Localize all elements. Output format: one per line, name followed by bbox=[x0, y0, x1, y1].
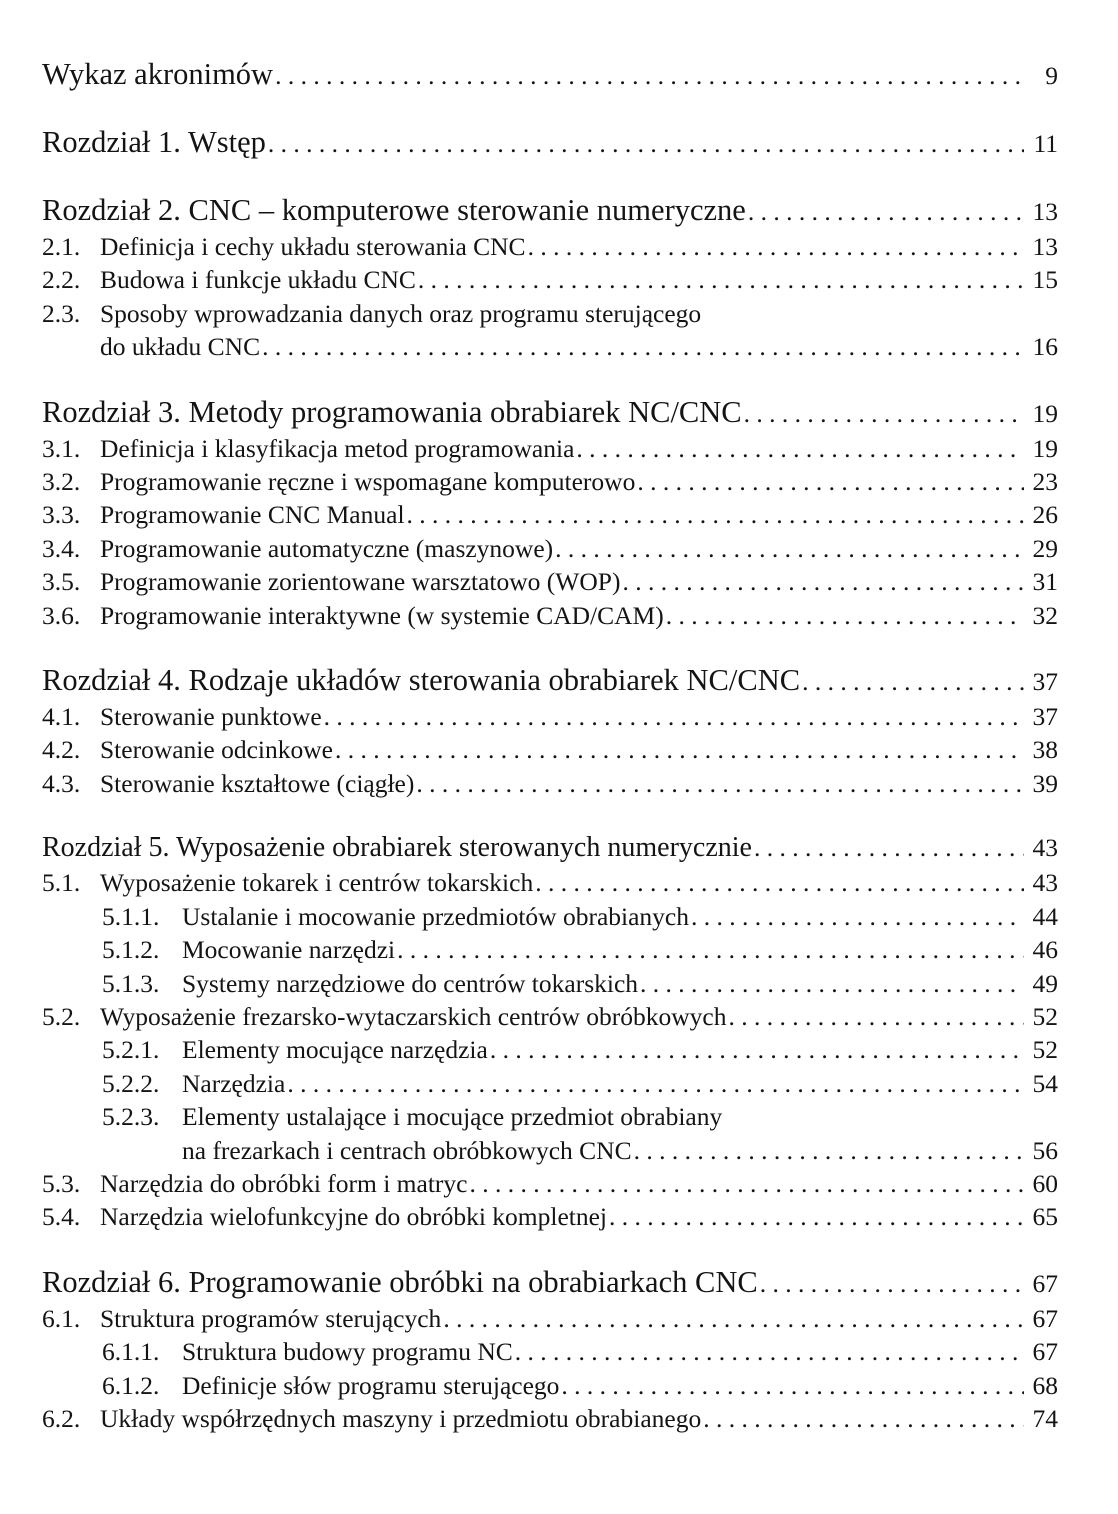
dot-leader bbox=[744, 396, 1024, 432]
page-number: 52 bbox=[1032, 1001, 1058, 1031]
page-number: 23 bbox=[1032, 467, 1058, 497]
section-title: Elementy mocujące narzędzia bbox=[182, 1035, 488, 1065]
toc-chapter-entry[interactable] bbox=[42, 830, 1058, 866]
section-number: 6.1. bbox=[42, 1303, 81, 1333]
section-title: Sterowanie punktowe bbox=[100, 702, 322, 732]
page-number: 49 bbox=[1032, 968, 1058, 998]
toc-section-entry[interactable] bbox=[42, 1033, 1058, 1066]
section-number: 3.6. bbox=[42, 600, 81, 630]
section-title: Sposoby wprowadzania danych oraz programu sterującego bbox=[100, 298, 702, 328]
page-number: 67 bbox=[1032, 1268, 1058, 1298]
dot-leader bbox=[407, 498, 1024, 531]
toc-entry-continuation[interactable] bbox=[42, 1134, 1058, 1167]
dot-leader bbox=[760, 1266, 1024, 1302]
section-number: 2.2. bbox=[42, 265, 81, 295]
toc-section-entry[interactable] bbox=[42, 230, 1058, 263]
section-title: Definicja i klasyfikacja metod programowania bbox=[100, 433, 575, 463]
section-number: 2.1. bbox=[42, 232, 81, 261]
dot-leader bbox=[637, 465, 1024, 498]
section-number: 6.2. bbox=[42, 1403, 81, 1433]
page-number: 15 bbox=[1032, 265, 1058, 295]
page-number: 65 bbox=[1032, 1202, 1058, 1232]
chapter-title: Rozdział 4. Rodzaje układów sterowania obrabiarek NC/CNC bbox=[42, 663, 801, 698]
page-number: 37 bbox=[1032, 667, 1058, 697]
section-title: Programowanie automatyczne (maszynowe) bbox=[100, 533, 554, 563]
toc-section-entry[interactable] bbox=[42, 933, 1058, 966]
section-number: 5.2.3. bbox=[102, 1102, 160, 1132]
toc-section-entry[interactable] bbox=[42, 733, 1058, 766]
page-number: 43 bbox=[1032, 868, 1058, 898]
dot-leader bbox=[609, 1200, 1024, 1233]
page-number: 67 bbox=[1032, 1303, 1058, 1333]
dot-leader bbox=[555, 532, 1024, 565]
section-number: 4.3. bbox=[42, 768, 81, 798]
dot-leader bbox=[418, 263, 1024, 296]
toc-section-entry[interactable] bbox=[42, 1200, 1058, 1233]
section-title: Wyposażenie frezarsko-wytaczarskich centrów obróbkowych bbox=[100, 1001, 727, 1031]
section-number: 6.1.2. bbox=[102, 1370, 160, 1400]
chapter-title: Rozdział 1. Wstęp bbox=[42, 125, 266, 159]
dot-leader bbox=[335, 733, 1024, 766]
dot-leader bbox=[561, 1369, 1024, 1402]
dot-leader bbox=[490, 1033, 1024, 1066]
page-number: 19 bbox=[1032, 433, 1058, 463]
toc-section-entry[interactable] bbox=[42, 1402, 1058, 1435]
toc-chapter-entry[interactable] bbox=[42, 56, 1058, 94]
page-number: 37 bbox=[1032, 702, 1058, 732]
section-title: Definicje słów programu sterującego bbox=[182, 1370, 560, 1400]
toc-section-entry[interactable] bbox=[42, 263, 1058, 296]
section-title: Wyposażenie tokarek i centrów tokarskich bbox=[100, 868, 534, 898]
dot-leader bbox=[469, 1167, 1024, 1200]
dot-leader bbox=[535, 866, 1024, 899]
page-number: 16 bbox=[1032, 332, 1058, 362]
section-number: 5.1.1. bbox=[102, 901, 160, 931]
section-title: Mocowanie narzędzi bbox=[182, 935, 396, 965]
chapter-title: Wykaz akronimów bbox=[42, 57, 274, 91]
section-title-continuation: do układu CNC bbox=[100, 332, 261, 362]
section-title: Budowa i funkcje układu CNC bbox=[100, 265, 416, 295]
page-number: 68 bbox=[1032, 1370, 1058, 1400]
page-number: 52 bbox=[1032, 1035, 1058, 1065]
chapter-title: Rozdział 5. Wyposażenie obrabiarek sterowanych numerycznie bbox=[42, 832, 752, 864]
chapter-title: Rozdział 3. Metody programowania obrabiarek NC/CNC bbox=[42, 394, 742, 429]
dot-leader bbox=[622, 565, 1024, 598]
section-number: 3.1. bbox=[42, 433, 81, 463]
toc-section-entry[interactable] bbox=[42, 1369, 1058, 1402]
section-number: 4.1. bbox=[42, 702, 81, 732]
page-number: 19 bbox=[1032, 398, 1058, 428]
dot-leader bbox=[728, 1000, 1024, 1033]
toc-section-entry[interactable] bbox=[42, 297, 1058, 330]
dot-leader bbox=[576, 432, 1024, 465]
toc-section-entry[interactable] bbox=[42, 967, 1058, 1000]
dot-leader bbox=[324, 700, 1024, 733]
toc-section-entry[interactable] bbox=[42, 900, 1058, 933]
dot-leader bbox=[748, 194, 1024, 230]
section-number: 5.3. bbox=[42, 1168, 81, 1198]
section-title: Programowanie zorientowane warsztatowo (WOP) bbox=[100, 567, 621, 597]
toc-section-entry[interactable] bbox=[42, 498, 1058, 531]
section-title: Systemy narzędziowe do centrów tokarskich bbox=[182, 968, 639, 998]
toc-section-entry[interactable] bbox=[42, 599, 1058, 632]
section-title: Narzędzia do obróbki form i matryc bbox=[100, 1168, 468, 1198]
section-title: Programowanie ręczne i wspomagane komputerowo bbox=[100, 467, 636, 497]
section-number: 3.4. bbox=[42, 533, 81, 563]
toc-section-entry[interactable] bbox=[42, 700, 1058, 733]
section-number: 3.5. bbox=[42, 567, 81, 597]
toc-section-entry[interactable] bbox=[42, 465, 1058, 498]
page-number: 39 bbox=[1032, 768, 1058, 798]
dot-leader bbox=[262, 330, 1024, 363]
dot-leader bbox=[754, 830, 1024, 866]
section-title: Narzędzia wielofunkcyjne do obróbki kompletnej bbox=[100, 1202, 607, 1232]
section-number: 3.3. bbox=[42, 500, 81, 530]
section-number: 6.1.1. bbox=[102, 1337, 160, 1367]
toc-section-entry[interactable] bbox=[42, 1100, 1058, 1133]
dot-leader bbox=[515, 1335, 1024, 1368]
page-number: 31 bbox=[1032, 567, 1058, 597]
toc-chapter-entry[interactable] bbox=[42, 662, 1058, 700]
toc-section-entry[interactable] bbox=[42, 767, 1058, 800]
section-number: 5.4. bbox=[42, 1202, 81, 1232]
page-number: 56 bbox=[1032, 1135, 1058, 1165]
page-number: 46 bbox=[1032, 935, 1058, 965]
page-number: 32 bbox=[1032, 600, 1058, 630]
toc-section-entry[interactable] bbox=[42, 1335, 1058, 1368]
page-number: 13 bbox=[1032, 197, 1058, 226]
chapter-title: Rozdział 6. Programowanie obróbki na obrabiarkach CNC bbox=[42, 1264, 758, 1299]
page-number: 13 bbox=[1032, 232, 1058, 261]
section-number: 5.2.1. bbox=[102, 1035, 160, 1065]
toc-section-entry[interactable] bbox=[42, 1302, 1058, 1335]
section-title: Sterowanie odcinkowe bbox=[100, 735, 333, 765]
dot-leader bbox=[666, 599, 1024, 632]
page-number: 67 bbox=[1032, 1337, 1058, 1367]
section-number: 2.3. bbox=[42, 298, 81, 328]
toc-chapter-entry[interactable] bbox=[42, 394, 1058, 432]
section-title: Ustalanie i mocowanie przedmiotów obrabianych bbox=[182, 901, 689, 931]
section-number: 4.2. bbox=[42, 735, 81, 765]
section-number: 5.1.3. bbox=[102, 968, 160, 998]
section-title: Programowanie interaktywne (w systemie CAD/CAM) bbox=[100, 600, 664, 630]
table-of-contents bbox=[42, 56, 1058, 1435]
dot-leader bbox=[443, 1302, 1024, 1335]
section-number: 5.1.2. bbox=[102, 935, 160, 965]
page-number: 60 bbox=[1032, 1168, 1058, 1198]
page-number: 43 bbox=[1032, 833, 1058, 863]
section-title-continuation: na frezarkach i centrach obróbkowych CNC bbox=[182, 1135, 632, 1165]
dot-leader bbox=[287, 1067, 1024, 1100]
dot-leader bbox=[634, 1134, 1024, 1167]
dot-leader bbox=[268, 126, 1024, 162]
page-number: 11 bbox=[1033, 129, 1058, 158]
toc-section-entry[interactable] bbox=[42, 432, 1058, 465]
section-number: 5.1. bbox=[42, 868, 81, 898]
section-title: Narzędzia bbox=[182, 1068, 286, 1098]
dot-leader bbox=[640, 967, 1024, 1000]
dot-leader bbox=[691, 900, 1024, 933]
section-title: Układy współrzędnych maszyny i przedmiotu obrabianego bbox=[100, 1403, 702, 1433]
dot-leader bbox=[397, 933, 1024, 966]
toc-entry-continuation[interactable] bbox=[42, 330, 1058, 363]
dot-leader bbox=[703, 1402, 1024, 1435]
page-number: 54 bbox=[1032, 1068, 1058, 1098]
section-title: Definicja i cechy układu sterowania CNC bbox=[100, 232, 526, 261]
toc-chapter-entry[interactable] bbox=[42, 192, 1058, 230]
page-number: 74 bbox=[1032, 1403, 1058, 1433]
chapter-title: Rozdział 2. CNC – komputerowe sterowanie numeryczne bbox=[42, 193, 746, 227]
page-number: 29 bbox=[1032, 533, 1058, 563]
toc-chapter-entry[interactable] bbox=[42, 124, 1058, 162]
toc-chapter-entry[interactable] bbox=[42, 1264, 1058, 1302]
toc-section-entry[interactable] bbox=[42, 1067, 1058, 1100]
toc-section-entry[interactable] bbox=[42, 565, 1058, 598]
page-number: 44 bbox=[1032, 901, 1058, 931]
page-number: 26 bbox=[1032, 500, 1058, 530]
toc-section-entry[interactable] bbox=[42, 532, 1058, 565]
dot-leader bbox=[416, 767, 1024, 800]
section-number: 3.2. bbox=[42, 467, 81, 497]
toc-section-entry[interactable] bbox=[42, 866, 1058, 899]
section-title: Elementy ustalające i mocujące przedmiot obrabiany bbox=[182, 1102, 723, 1132]
toc-section-entry[interactable] bbox=[42, 1167, 1058, 1200]
section-title: Sterowanie kształtowe (ciągłe) bbox=[100, 768, 415, 798]
dot-leader bbox=[802, 664, 1024, 700]
dot-leader bbox=[275, 58, 1024, 94]
section-number: 5.2. bbox=[42, 1001, 81, 1031]
section-number: 5.2.2. bbox=[102, 1068, 160, 1098]
section-title: Struktura budowy programu NC bbox=[182, 1337, 513, 1367]
section-title: Programowanie CNC Manual bbox=[100, 500, 405, 530]
toc-section-entry[interactable] bbox=[42, 1000, 1058, 1033]
dot-leader bbox=[528, 230, 1024, 263]
page-number: 38 bbox=[1032, 735, 1058, 765]
section-title: Struktura programów sterujących bbox=[100, 1303, 442, 1333]
page-number: 9 bbox=[1045, 61, 1058, 90]
